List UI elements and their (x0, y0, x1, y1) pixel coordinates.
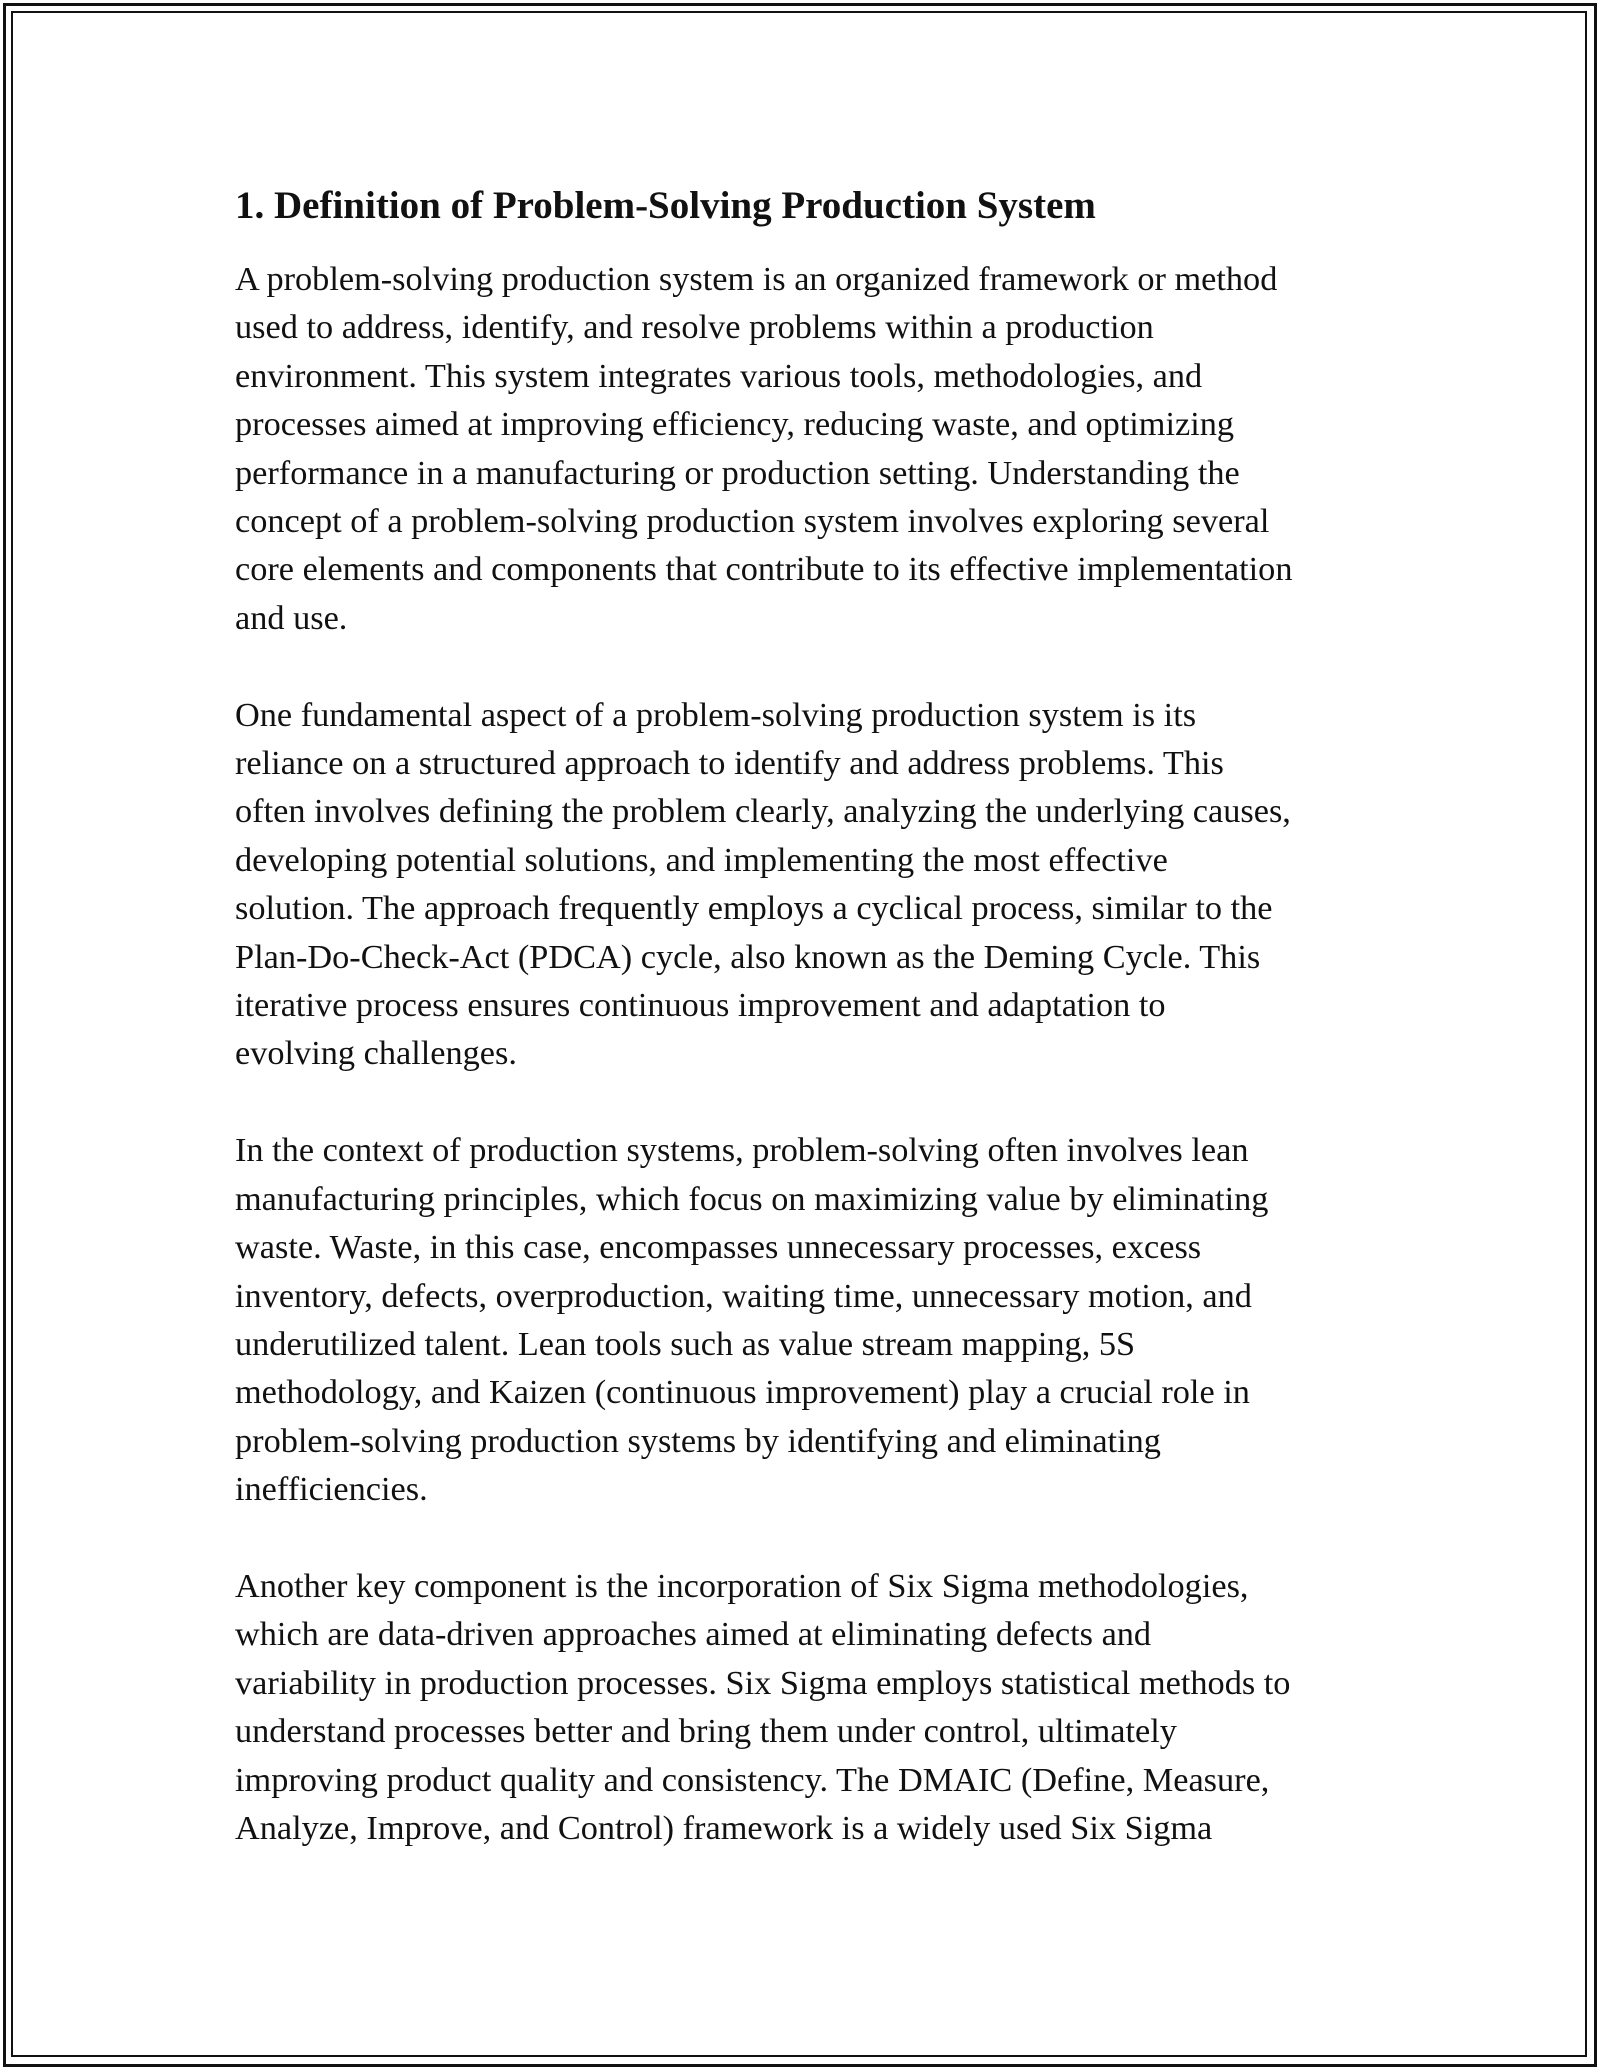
paragraph-lean-manufacturing (235, 1126, 1375, 1513)
text-line: inventory, defects, overproduction, waiting time, unnecessary motion, and (235, 1276, 1252, 1315)
text-line: manufacturing principles, which focus on maximizing value by eliminating (235, 1179, 1269, 1218)
text-line: and use. (235, 598, 348, 637)
text-line: In the context of production systems, problem-solving often involves lean (235, 1131, 1249, 1170)
text-line: A problem-solving production system is an organized framework or method (235, 260, 1278, 298)
text-line: performance in a manufacturing or production setting. Understanding the (235, 453, 1240, 492)
text-line: Analyze, Improve, and Control) framework is a widely used Six Sigma (235, 1808, 1213, 1847)
document-body (235, 182, 1375, 1901)
text-line: waste. Waste, in this case, encompasses unnecessary processes, excess (235, 1228, 1202, 1267)
text-line: variability in production processes. Six Sigma employs statistical methods to (235, 1663, 1291, 1702)
paragraph-definition (235, 255, 1375, 642)
text-line: improving product quality and consistency. The DMAIC (Define, Measure, (235, 1760, 1270, 1799)
text-line: Plan-Do-Check-Act (PDCA) cycle, also known as the Deming Cycle. This (235, 937, 1261, 976)
text-line: solution. The approach frequently employs a cyclical process, similar to the (235, 889, 1273, 928)
text-line: often involves defining the problem clearly, analyzing the underlying causes, (235, 792, 1291, 831)
text-line: reliance on a structured approach to identify and address problems. This (235, 744, 1224, 783)
text-line: understand processes better and bring them under control, ultimately (235, 1712, 1177, 1751)
text-line: which are data-driven approaches aimed at eliminating defects and (235, 1615, 1152, 1654)
text-line: Another key component is the incorporation of Six Sigma methodologies, (235, 1566, 1249, 1605)
text-line: concept of a problem-solving production system involves exploring several (235, 502, 1270, 541)
text-line: processes aimed at improving efficiency, reducing waste, and optimizing (235, 405, 1235, 444)
text-line: problem-solving production systems by identifying and eliminating (235, 1421, 1161, 1460)
text-line: inefficiencies. (235, 1470, 428, 1509)
paragraph-six-sigma (235, 1562, 1375, 1852)
paragraph-structured-approach (235, 691, 1375, 1078)
text-line: methodology, and Kaizen (continuous improvement) play a crucial role in (235, 1373, 1250, 1412)
text-line: iterative process ensures continuous improvement and adaptation to (235, 986, 1166, 1025)
section-heading: 1. Definition of Problem-Solving Production System (235, 184, 1096, 227)
text-line: core elements and components that contribute to its effective implementation (235, 550, 1293, 589)
text-line: developing potential solutions, and implementing the most effective (235, 840, 1168, 879)
text-line: evolving challenges. (235, 1034, 517, 1073)
text-line: used to address, identify, and resolve problems within a production (235, 308, 1154, 347)
text-line: environment. This system integrates various tools, methodologies, and (235, 356, 1203, 395)
text-line: underutilized talent. Lean tools such as value stream mapping, 5S (235, 1324, 1136, 1363)
text-line: One fundamental aspect of a problem-solving production system is its (235, 695, 1197, 734)
